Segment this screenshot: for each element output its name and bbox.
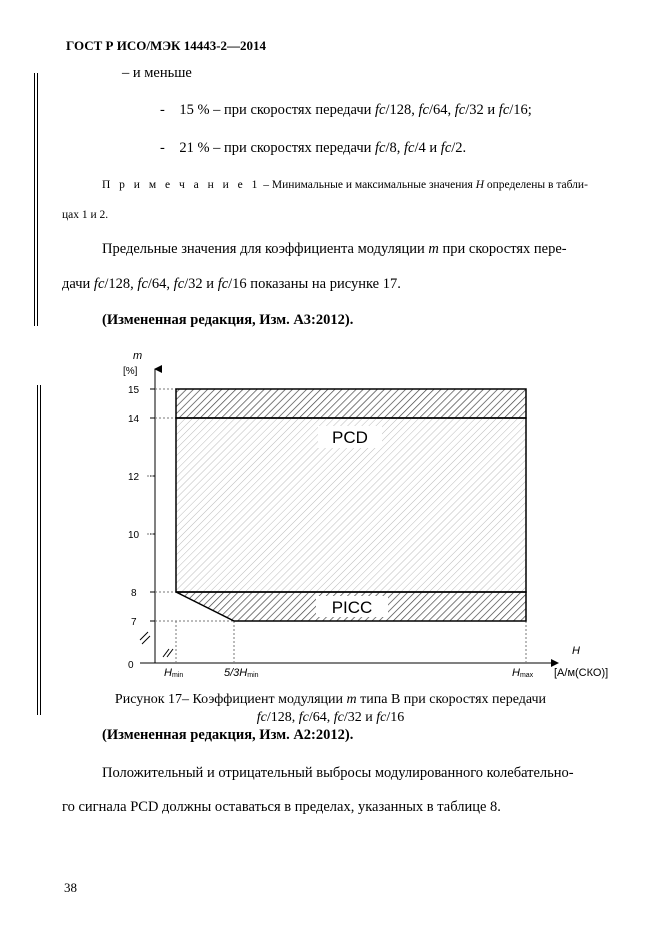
- x-tick-hmin: Hmin: [164, 667, 184, 679]
- list-subitem-15: - 15 % – при скоростях передачи fc/128, fc/64, fc/32 и fc/16;: [160, 102, 532, 118]
- pcd-label: PCD: [332, 428, 368, 447]
- page-number: 38: [64, 880, 77, 895]
- y-tick-0: 0: [128, 660, 134, 671]
- y-tick-15: 15: [128, 385, 140, 396]
- y-tick-14: 14: [128, 414, 140, 425]
- x-axis-label: H: [572, 645, 580, 657]
- list-subitem-21: - 21 % – при скоростях передачи fc/8, fc/4 и fc/2.: [160, 140, 467, 156]
- note-line-2: цах 1 и 2.: [62, 209, 109, 221]
- revision-bar-top-1: [34, 73, 35, 326]
- y-axis-unit: [%]: [123, 366, 138, 377]
- revision-bar-bottom-1: [37, 385, 38, 715]
- x-tick-hmax: Hmax: [512, 667, 534, 679]
- y-tick-8: 8: [131, 588, 137, 599]
- y-tick-7: 7: [131, 617, 137, 628]
- edit-note-a2: (Измененная редакция, Изм. А2:2012).: [102, 727, 354, 743]
- paragraph-2-line-1: Положительный и отрицательный выбросы модулированного колебательно-: [102, 765, 574, 781]
- list-dash: -: [160, 140, 165, 156]
- upper-band-region: [176, 389, 526, 418]
- y-axis-label: m: [133, 350, 143, 362]
- modulation-chart: [110, 345, 640, 690]
- note-line-1: П р и м е ч а н и е 1 – Минимальные и максимальные значения H определены в табли-: [102, 179, 588, 191]
- list-dash: -: [160, 102, 165, 118]
- figure-caption-line-1: Рисунок 17– Коэффициент модуляции m типа В при скоростях передачи: [114, 692, 547, 707]
- x-tick-53hmin: 5/3Hmin: [224, 667, 259, 679]
- revision-bar-bottom-2: [40, 385, 41, 715]
- x-axis-unit: [А/м(СКО)]: [554, 667, 609, 679]
- list-text: 15 % – при скоростях передачи: [179, 102, 376, 118]
- revision-bar-top-2: [37, 73, 38, 326]
- note-label: П р и м е ч а н и е 1: [102, 179, 261, 191]
- edit-note-a3: (Измененная редакция, Изм. А3:2012).: [102, 312, 354, 328]
- list-text: 21 % – при скоростях передачи: [179, 140, 376, 156]
- list-item-and-less: – и меньше: [122, 65, 192, 81]
- y-tick-10: 10: [128, 530, 140, 541]
- figure-caption-line-2: fc/128, fc/64, fc/32 и fc/16: [256, 710, 405, 725]
- paragraph-1-line-1: Предельные значения для коэффициента модуляции m при скоростях пере-: [102, 241, 567, 257]
- paragraph-1-line-2: дачи fc/128, fc/64, fc/32 и fc/16 показаны на рисунке 17.: [62, 276, 401, 292]
- paragraph-2-line-2: го сигнала PCD должны оставаться в пределах, указанных в таблице 8.: [62, 799, 501, 815]
- picc-label: PICC: [331, 598, 373, 617]
- document-header: ГОСТ Р ИСО/МЭК 14443-2—2014: [66, 38, 267, 53]
- y-tick-12: 12: [128, 472, 140, 483]
